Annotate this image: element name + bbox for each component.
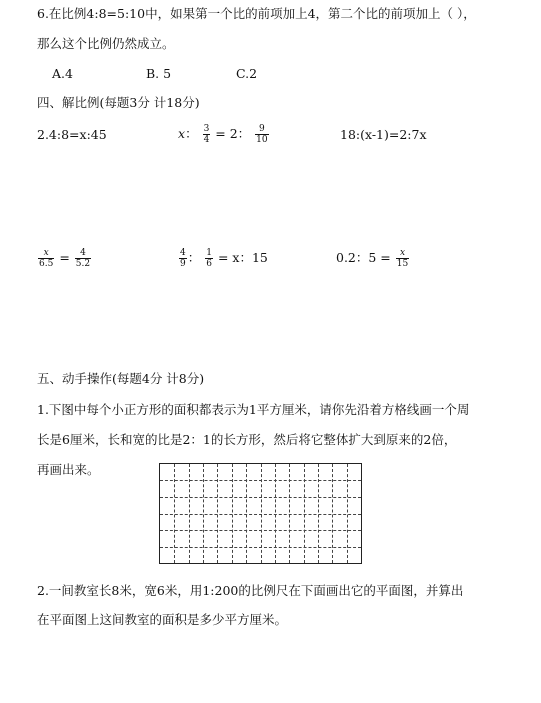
grid-line — [160, 497, 361, 498]
fraction: $\frac{x}{6.5}$ — [39, 248, 54, 269]
grid-line — [160, 547, 361, 548]
problem-3: 18:(x-1)=2:7x — [340, 127, 427, 142]
fraction: $\frac{3}{4}$ — [203, 124, 210, 145]
q2-line1: 2.一间教室长8米，宽6米，用1:200的比例尺在下面画出它的平面图，并算出 — [37, 583, 464, 598]
q2-line2: 在平面图上这间教室的面积是多少平方厘米。 — [37, 612, 288, 627]
fraction: $\frac{1}{6}$ — [206, 248, 212, 269]
fraction: $\frac{4}{9}$ — [180, 248, 186, 269]
square-grid — [159, 463, 362, 564]
section5-title: 五、动手操作(每题4分 计8分) — [37, 371, 205, 386]
problem-5: $\frac{4}{9}$ ： $\frac{1}{6}$ = x：15 — [180, 248, 268, 269]
q1-line2: 长是6厘米，长和宽的比是2：1的长方形，然后将它整体扩大到原来的2倍， — [37, 432, 457, 447]
q6-option-b: B. 5 — [146, 66, 172, 81]
q6-option-a: A.4 — [52, 66, 73, 81]
fraction: $\frac{x}{15}$ — [396, 248, 409, 269]
q6-line1: 6.在比例4:8=5:10中，如果第一个比的前项加上4，第二个比的前项加上（ ）， — [37, 6, 476, 21]
q1-line3: 再画出来。 — [37, 462, 100, 477]
problem-4: $\frac{x}{6.5}$ = $\frac{4}{5.2}$ — [39, 248, 91, 269]
fraction: $\frac{4}{5.2}$ — [75, 248, 91, 269]
problem-6: 0.2：5 = $\frac{x}{15}$ — [336, 248, 409, 269]
grid-line — [160, 530, 361, 531]
problem-2-mid: = 2： — [215, 126, 251, 141]
section4-title: 四、解比例(每题3分 计18分) — [37, 95, 200, 110]
grid-line — [160, 514, 361, 515]
problem-2 — [178, 124, 270, 145]
grid-line — [160, 480, 361, 481]
q1-line1: 1.下图中每个小正方形的面积都表示为1平方厘米，请你先沿着方格线画一个周 — [37, 402, 470, 417]
q6-option-c: C.2 — [236, 66, 258, 81]
problem-2-var: x — [178, 126, 186, 141]
q6-line2: 那么这个比例仍然成立。 — [37, 36, 175, 51]
problem-2-sep: ： — [185, 126, 198, 141]
fraction: $\frac{9}{10}$ — [256, 124, 268, 145]
problem-1: 2.4:8=x:45 — [37, 127, 107, 142]
